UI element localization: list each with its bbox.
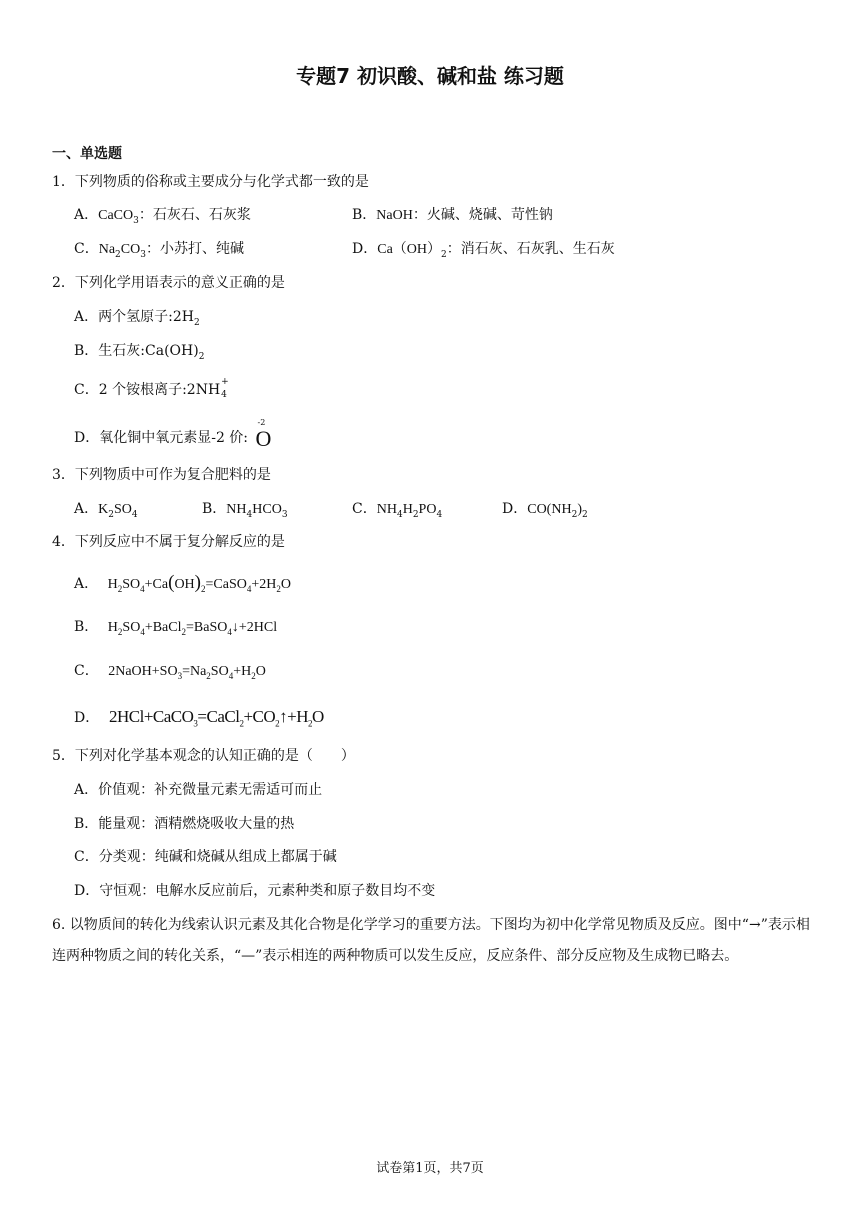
q4-option-c: C． $2NaOH+SO_3=Na_2SO_4+H_2O$ bbox=[74, 663, 266, 681]
q1-option-d: D．$Ca(OH)_2$：消石灰、石灰乳、生石灰 bbox=[352, 241, 615, 260]
q5-option-d: D．守恒观：电解水反应前后，元素种类和原子数目均不变 bbox=[74, 883, 436, 899]
q2-option-a: A．两个氢原子$:2H_2$ bbox=[74, 309, 200, 328]
q3-option-c: C．$NH_4H_2PO_4$ bbox=[352, 501, 443, 520]
page-footer: 试卷第1页，共7页 bbox=[376, 1161, 484, 1176]
page-title: 专题7 初识酸、碱和盐 练习题 bbox=[296, 64, 564, 88]
q4-option-b: B． $H_2SO_4+BaCl_2=BaSO_4↓+2HCl$ bbox=[74, 619, 278, 637]
q5-option-a: A．价值观：补充微量元素无需适可而止 bbox=[74, 782, 323, 798]
q5-option-b: B．能量观：酒精燃烧吸收大量的热 bbox=[74, 816, 295, 832]
oxygen-symbol: O bbox=[255, 426, 272, 451]
q2-option-d: D．氧化铜中氧元素显-2 价: -2 O bbox=[74, 418, 272, 451]
q3-option-a: A．$K_2SO_4$ bbox=[74, 501, 138, 520]
question-5-stem: 5．下列对化学基本观念的认知正确的是（ ） bbox=[52, 748, 355, 764]
q3-option-b: B．$NH_4HCO_3$ bbox=[202, 501, 288, 520]
q2-option-c: C．2 个铵根离子:2NH + 4 bbox=[74, 377, 229, 400]
q2-option-b: B．生石灰$:Ca(OH)_2$ bbox=[74, 343, 205, 362]
q5-option-c: C．分类观：纯碱和烧碱从组成上都属于碱 bbox=[74, 849, 337, 865]
ion-charge: + bbox=[221, 377, 229, 387]
q1-option-b: B．NaOH：火碱、烧碱、苛性钠 bbox=[352, 207, 553, 223]
gas-arrow-icon: ↑ bbox=[279, 707, 288, 726]
q4-option-d: D． $2HCl+CaCO_3=CaCl_2+CO_2↑+H_2O$ bbox=[74, 707, 324, 729]
question-6-stem: 6. 以物质间的转化为线索认识元素及其化合物是化学学习的重要方法。下图均为初中化学常见物质及反应。图中“→”表示相连两种物质之间的转化关系，“—”表示相连的两种物质可以发生反应，反应条件、部分反应物及生成物已略去。 bbox=[52, 917, 810, 964]
ion-subscript: 4 bbox=[221, 390, 227, 400]
question-1-stem: 1．下列物质的俗称或主要成分与化学式都一致的是 bbox=[52, 174, 369, 190]
q4-option-a: A． $H_2SO_4+Ca(OH)_2=CaSO_4+2H_2O$ bbox=[74, 572, 291, 594]
valence-label: -2 bbox=[257, 418, 266, 427]
q3-option-d: D．$CO(NH_2)_2$ bbox=[502, 501, 588, 520]
question-4-stem: 4．下列反应中不属于复分解反应的是 bbox=[52, 534, 285, 550]
q1-option-a: A．CaCO$_3$：石灰石、石灰浆 bbox=[74, 207, 251, 226]
q1-option-c: C．$Na_2CO_3$：小苏打、纯碱 bbox=[74, 241, 244, 260]
section-heading: 一、单选题 bbox=[52, 146, 122, 162]
precipitate-arrow-icon: ↓ bbox=[231, 620, 239, 635]
question-3-stem: 3．下列物质中可作为复合肥料的是 bbox=[52, 467, 271, 483]
question-2-stem: 2．下列化学用语表示的意义正确的是 bbox=[52, 275, 285, 291]
